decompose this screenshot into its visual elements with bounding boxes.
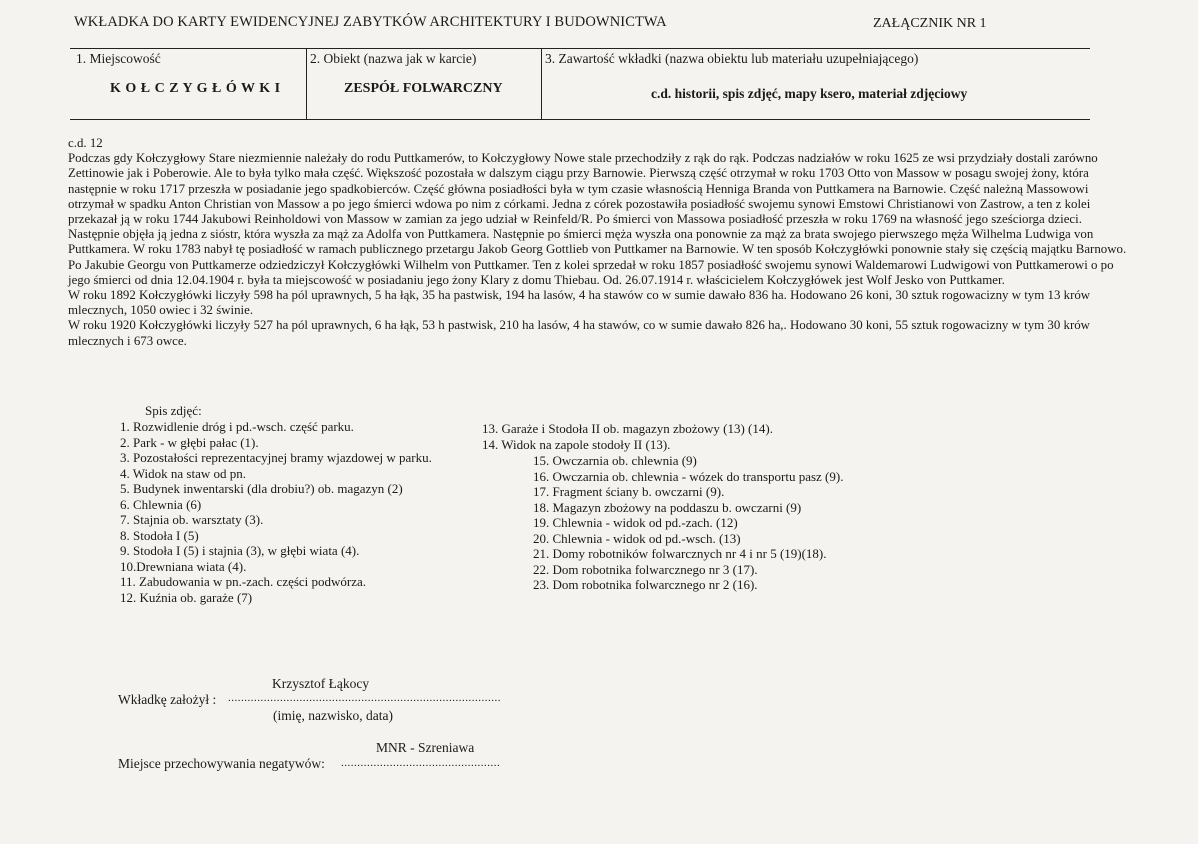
history-paragraph: Podczas gdy Kołczygłowy Stare niezmiennie należały do rodu Puttkamerów, to Kołczygłowy Nowe stale przechodziły z rąk do rąk. Podczas nadziałów w roku 1625 ze wsi przydziały dostali zarówno Zettinowie jak i Poberowie. Ale to była tylko mała część. Większość pozostała w dalszym ciągu przy Barnowie. Pierwszą część otrzymał w roku 1703 Otto von Massow w posagu swojej żony, która następnie w roku 1717 przeszła w posiadanie jego spadkobierców. Część główna posiadłości była w tym czasie własnością Henniga Branda von Puttkamera na Barnowie. Część należną Massowowi otrzymał w spadku Anton Christian von Massow a po jego śmierci wdowa po nim z córkami. Jedna z córek pozostawiła posiadłość swojemu synowi Emstowi Christianowi von Zastrow, a ten z kolei przekazał ją w roku 1744 Jakubowi Reinholdowi von Massow w zamian za jego udział w Reinfeld/R. Po śmierci von Massowa posiadłość przeszła w roku 1769 na własność jego sześciorga dzieci. Następnie objęła ją jedna z sióstr, która wyszła za mąż za Adolfa von Puttkamera. Następnie po śmierci męża wyszła ona ponownie za mąż za brata swojego pierwszego męża Wilhelma Ludwiga von Puttkamera. W roku 1783 nabył tę posiadłość w ramach publicznego przetargu Jakob Georg Gottlieb von Puttkamer na Barnowie. W ten sposób Kołczygłówki ponownie stały się częścią majątku Barnowo. Po Jakubie Georgu von Puttkamerze odziedziczył Kołczygłówki Wilhelm von Puttkamer. Ten z kolei sprzedał w roku 1857 posiadłość swojemu synowi Waldemarowi Ludwigowi von Puttkamerowi o po jego śmierci od dnia 12.04.1904 r. była ta miejscowość w posiadaniu jego żony Klary z domu Thiebau. Od. 26.07.1914 r. właścicielem Kołczygłówek jest Wolf Jesko von Puttkamer.	[68, 151, 1127, 287]
photo-list-left	[120, 419, 432, 605]
annex-number: ZAŁĄCZNIK NR 1	[873, 16, 987, 31]
table-divider-2	[541, 48, 542, 119]
list-item: 6. Chlewnia (6)	[120, 496, 202, 512]
object-value: ZESPÓŁ FOLWARCZNY	[344, 81, 503, 96]
list-item: 5. Budynek inwentarski (dla drobiu?) ob. magazyn (2)	[120, 481, 403, 496]
list-item: 3. Pozostałości reprezentacyjnej bramy wjazdowej w parku.	[120, 450, 432, 465]
list-item: 2. Park - w głębi pałac (1).	[120, 434, 259, 450]
list-item: 14. Widok na zapole stodoły II (13).	[482, 436, 671, 452]
content-label: 3. Zawartość wkładki (nazwa obiektu lub materiału uzupełniającego)	[545, 51, 919, 66]
list-item: 11. Zabudowania w pn.-zach. części podwórza.	[120, 574, 367, 589]
table-bottom-rule	[70, 119, 1090, 120]
object-label: 2. Obiekt (nazwa jak w karcie)	[310, 51, 477, 66]
list-item: 7. Stajnia ob. warsztaty (3).	[120, 512, 264, 527]
statistics-1920: W roku 1920 Kołczygłówki liczyły 527 ha pól uprawnych, 6 ha łąk, 53 h pastwisk, 210 ha lasów, 4 ha stawów, co w sumie dawało 826 ha,. Hodowano 30 koni, 55 sztuk rogowacizny w tym 30 krów mlecznych i 673 owce.	[68, 318, 1090, 348]
list-item: 12. Kuźnia ob. garaże (7)	[120, 589, 253, 605]
storage-dotted-line: .................................................	[341, 757, 501, 769]
storage-label: Miejsce przechowywania negatywów:	[118, 756, 325, 771]
author-name: Krzysztof Łąkocy	[272, 676, 370, 691]
locality-label: 1. Miejscowość	[76, 51, 161, 66]
list-item: 10.Drewniana wiata (4).	[120, 558, 247, 574]
list-item: 16. Owczarnia ob. chlewnia - wózek do transportu pasz (9).	[533, 468, 844, 484]
list-item: 19. Chlewnia - widok od pd.-zach. (12)	[533, 515, 738, 530]
locality-value: K O Ł C Z Y G Ł Ó W K I	[110, 81, 281, 96]
list-item: 9. Stodoła I (5) i stajnia (3), w głębi wiata (4).	[120, 543, 360, 558]
storage-value: MNR - Szreniawa	[376, 740, 475, 755]
form-title: WKŁADKA DO KARTY EWIDENCYJNEJ ZABYTKÓW ARCHITEKTURY I BUDOWNICTWA	[74, 14, 667, 30]
author-dotted-line: ....................................................................................	[228, 692, 501, 704]
table-top-rule	[70, 48, 1090, 49]
photo-list-right	[533, 453, 843, 593]
author-hint: (imię, nazwisko, data)	[273, 708, 393, 723]
list-item: 22. Dom robotnika folwarcznego nr 3 (17).	[533, 561, 758, 577]
content-value: c.d. historii, spis zdjęć, mapy ksero, materiał zdjęciowy	[651, 86, 968, 101]
continuation-marker: c.d. 12	[68, 136, 103, 150]
list-item: 23. Dom robotnika folwarcznego nr 2 (16).	[533, 577, 758, 592]
history-text	[68, 136, 1128, 349]
list-item: 4. Widok na staw od pn.	[120, 465, 246, 481]
list-item: 1. Rozwidlenie dróg i pd.-wsch. część parku.	[120, 419, 354, 434]
list-item: 21. Domy robotników folwarcznych nr 4 i nr 5 (19)(18).	[533, 546, 827, 561]
list-item: 18. Magazyn zbożowy na poddaszu b. owczarni (9)	[533, 499, 802, 515]
author-label: Wkładkę założył :	[118, 692, 217, 707]
statistics-1892: W roku 1892 Kołczygłówki liczyły 598 ha pól uprawnych, 5 ha łąk, 35 ha pastwisk, 194 ha lasów, 4 ha stawów co w sumie dawało 836 ha. Hodowano 26 koni, 30 sztuk rogowacizny w tym 13 krów mlecznych, 1050 owiec i 32 świnie.	[68, 288, 1091, 318]
photo-list-middle	[482, 421, 773, 452]
list-item: 20. Chlewnia - widok od pd.-wsch. (13)	[533, 530, 741, 546]
photo-list-title: Spis zdjęć:	[145, 403, 202, 418]
list-item: 8. Stodoła I (5)	[120, 527, 199, 543]
list-item: 15. Owczarnia ob. chlewnia (9)	[533, 453, 697, 468]
list-item: 13. Garaże i Stodoła II ob. magazyn zbożowy (13) (14).	[482, 421, 773, 436]
table-divider-1	[306, 48, 307, 119]
list-item: 17. Fragment ściany b. owczarni (9).	[533, 484, 725, 499]
